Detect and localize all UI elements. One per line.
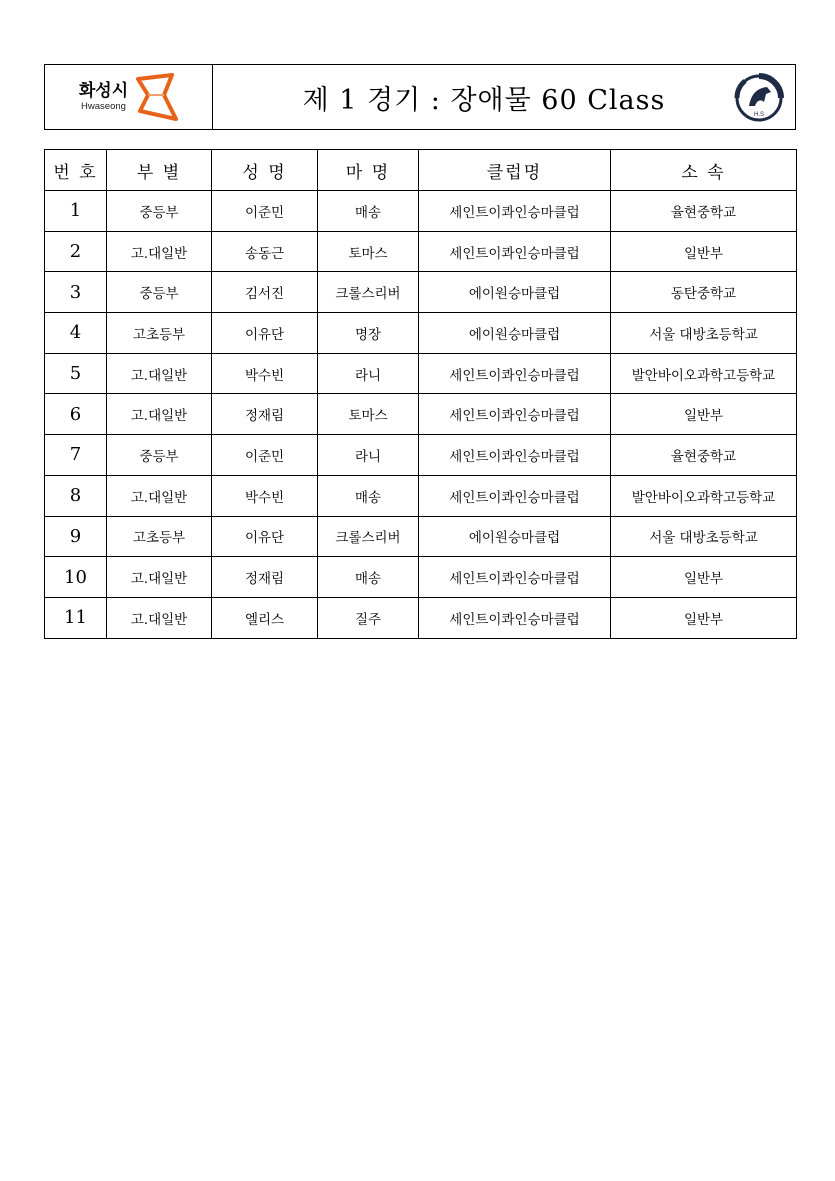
cell-rider-name: 엘리스	[212, 597, 318, 638]
table-row	[45, 475, 797, 516]
city-logo	[45, 65, 213, 129]
table-row	[45, 353, 797, 394]
table-row	[45, 231, 797, 272]
col-header-horse-name: 마 명	[318, 150, 419, 191]
cell-affiliation: 발안바이오과학고등학교	[611, 353, 797, 394]
cell-affiliation: 서울 대방초등학교	[611, 516, 797, 557]
cell-club: 세인트이콰인승마클럽	[419, 231, 611, 272]
cell-division: 고.대일반	[107, 353, 212, 394]
table-row	[45, 597, 797, 638]
cell-number: 4	[45, 313, 107, 354]
cell-rider-name: 박수빈	[212, 353, 318, 394]
cell-horse-name: 매송	[318, 191, 419, 232]
cell-rider-name: 박수빈	[212, 475, 318, 516]
cell-affiliation: 발안바이오과학고등학교	[611, 475, 797, 516]
cell-division: 중등부	[107, 435, 212, 476]
table-row	[45, 435, 797, 476]
table-row	[45, 313, 797, 354]
cell-number: 11	[45, 597, 107, 638]
cell-club: 에이원승마클럽	[419, 313, 611, 354]
cell-club: 세인트이콰인승마클럽	[419, 191, 611, 232]
cell-rider-name: 이준민	[212, 191, 318, 232]
cell-club: 세인트이콰인승마클럽	[419, 435, 611, 476]
cell-club: 세인트이콰인승마클럽	[419, 394, 611, 435]
star-logo-icon	[134, 73, 178, 121]
col-header-affiliation: 소 속	[611, 150, 797, 191]
cell-horse-name: 라니	[318, 435, 419, 476]
page-title: 제 1 경기 : 장애물 60 Class	[302, 84, 666, 116]
cell-horse-name: 매송	[318, 475, 419, 516]
col-header-number: 번 호	[45, 150, 107, 191]
table-row	[45, 394, 797, 435]
cell-horse-name: 크롤스리버	[318, 272, 419, 313]
cell-division: 고.대일반	[107, 394, 212, 435]
cell-number: 6	[45, 394, 107, 435]
col-header-division: 부 별	[107, 150, 212, 191]
cell-horse-name: 라니	[318, 353, 419, 394]
table-row	[45, 557, 797, 598]
title-cell	[213, 65, 795, 129]
table-body	[45, 191, 797, 639]
table-header-row	[45, 150, 797, 191]
cell-division: 중등부	[107, 191, 212, 232]
table-row	[45, 516, 797, 557]
cell-affiliation: 일반부	[611, 394, 797, 435]
cell-division: 고.대일반	[107, 475, 212, 516]
cell-horse-name: 토마스	[318, 394, 419, 435]
header-box	[44, 64, 796, 130]
cell-rider-name: 김서진	[212, 272, 318, 313]
cell-number: 8	[45, 475, 107, 516]
cell-division: 고초등부	[107, 313, 212, 354]
cell-club: 에이원승마클럽	[419, 516, 611, 557]
cell-rider-name: 정재림	[212, 394, 318, 435]
cell-affiliation: 율현중학교	[611, 435, 797, 476]
cell-club: 세인트이콰인승마클럽	[419, 557, 611, 598]
logo-english-text: Hwaseong	[81, 100, 126, 112]
cell-horse-name: 질주	[318, 597, 419, 638]
cell-club: 에이원승마클럽	[419, 272, 611, 313]
roster-table	[44, 149, 797, 639]
logo-korean-text: 화성시	[78, 80, 129, 101]
cell-club: 세인트이콰인승마클럽	[419, 597, 611, 638]
cell-number: 2	[45, 231, 107, 272]
cell-club: 세인트이콰인승마클럽	[419, 475, 611, 516]
col-header-rider-name: 성 명	[212, 150, 318, 191]
cell-division: 고.대일반	[107, 557, 212, 598]
table-row	[45, 191, 797, 232]
cell-number: 1	[45, 191, 107, 232]
cell-rider-name: 정재림	[212, 557, 318, 598]
cell-affiliation: 율현중학교	[611, 191, 797, 232]
col-header-club: 클럽명	[419, 150, 611, 191]
cell-division: 중등부	[107, 272, 212, 313]
cell-affiliation: 동탄중학교	[611, 272, 797, 313]
cell-division: 고초등부	[107, 516, 212, 557]
cell-horse-name: 토마스	[318, 231, 419, 272]
cell-rider-name: 이유단	[212, 313, 318, 354]
cell-number: 9	[45, 516, 107, 557]
cell-number: 5	[45, 353, 107, 394]
table-row	[45, 272, 797, 313]
cell-affiliation: 서울 대방초등학교	[611, 313, 797, 354]
cell-horse-name: 매송	[318, 557, 419, 598]
cell-club: 세인트이콰인승마클럽	[419, 353, 611, 394]
cell-rider-name: 이유단	[212, 516, 318, 557]
cell-horse-name: 명장	[318, 313, 419, 354]
cell-number: 10	[45, 557, 107, 598]
cell-division: 고.대일반	[107, 597, 212, 638]
cell-affiliation: 일반부	[611, 231, 797, 272]
cell-number: 7	[45, 435, 107, 476]
logo-wordmark	[78, 80, 129, 112]
cell-affiliation: 일반부	[611, 597, 797, 638]
cell-rider-name: 송동근	[212, 231, 318, 272]
cell-division: 고.대일반	[107, 231, 212, 272]
emblem-label: H.S	[753, 112, 765, 118]
cell-horse-name: 크롤스리버	[318, 516, 419, 557]
cell-number: 3	[45, 272, 107, 313]
cell-affiliation: 일반부	[611, 557, 797, 598]
cell-rider-name: 이준민	[212, 435, 318, 476]
horse-emblem-icon	[733, 72, 785, 124]
